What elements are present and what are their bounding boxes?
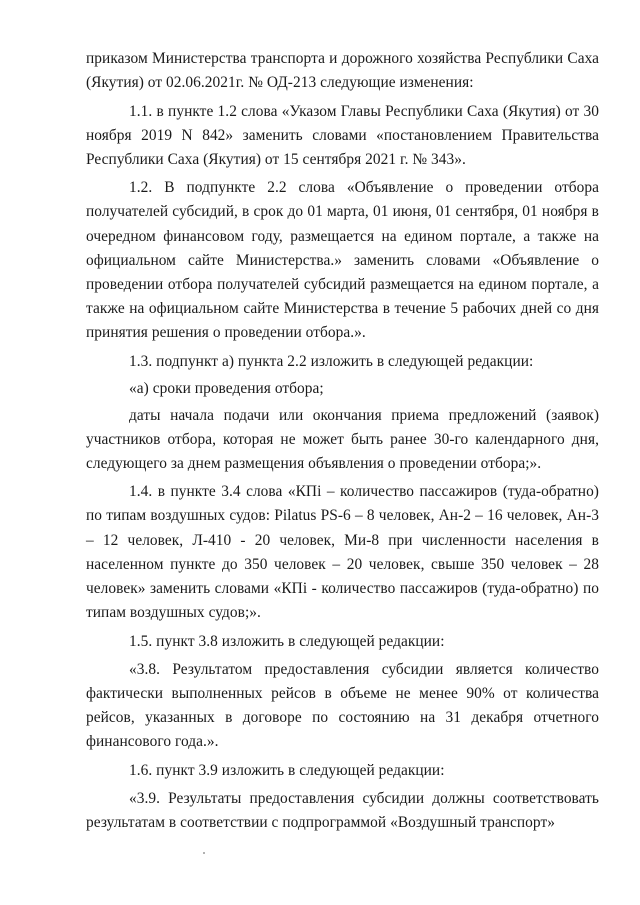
paragraph-3-8: «3.8. Результатом предоставления субсидии является количество фактически выполненных рейсов в объеме не менее 90% от количества рейсов, указанных в договоре по состоянию на 31 декабря отчетного финансового года.». — [86, 660, 599, 751]
scan-speck — [203, 852, 205, 854]
paragraph-1-5: 1.5. пункт 3.8 изложить в следующей редакции: — [129, 632, 445, 650]
paragraph-1-2: 1.2. В подпункте 2.2 слова «Объявление о проведении отбора получателей субсидий, в срок до 01 марта, 01 июня, 01 сентября, 01 ноября в очередном финансовом году, размещается на едином портале, а также на официальном сайте Министерства.» заменить словами «Объявление о проведении отбора получателей субсидий размещается на едином портале, а также на официальном сайте Министерства в течение 5 рабочих дней со дня принятия решения о проведении отбора.». — [86, 179, 599, 342]
paragraph-1-4: 1.4. в пункте 3.4 слова «КПi – количество пассажиров (туда-обратно) по типам воздушных судов: Pilatus PS-6 – 8 человек, Ан-2 – 16 человек, Ан-3 – 12 человек, Л-410 - 20 человек, Ми-8 при численности населения в населенном пункте до 350 человек – 20 человек, свыше 350 человек – 28 человек» заменить словами «КПi - количество пассажиров (туда-обратно) по типам воздушных судов;». — [86, 483, 599, 622]
paragraph-1-3-a: «а) сроки проведения отбора; — [129, 379, 324, 397]
paragraph-intro: приказом Министерства транспорта и дорожного хозяйства Республики Саха (Якутия) от 02.06.2021г. № ОД-213 следующие изменения: — [86, 50, 599, 92]
paragraph-1-6: 1.6. пункт 3.9 изложить в следующей редакции: — [129, 761, 445, 779]
document-page — [86, 47, 599, 840]
paragraph-1-1: 1.1. в пункте 1.2 слова «Указом Главы Республики Саха (Якутия) от 30 ноября 2019 N 842» заменить словами «постановлением Правительства Республики Саха (Якутия) от 15 сентября 2021 г. № 343». — [86, 102, 599, 168]
paragraph-1-3-dates: даты начала подачи или окончания приема предложений (заявок) участников отбора, которая не может быть ранее 30-го календарного дня, следующего за днем размещения объявления о проведении отбора;». — [86, 406, 599, 472]
paragraph-3-9: «3.9. Результаты предоставления субсидии должны соответствовать результатам в соответствии с подпрограммой «Воздушный транспорт» — [86, 790, 599, 832]
paragraph-1-3: 1.3. подпункт а) пункта 2.2 изложить в следующей редакции: — [129, 352, 534, 370]
